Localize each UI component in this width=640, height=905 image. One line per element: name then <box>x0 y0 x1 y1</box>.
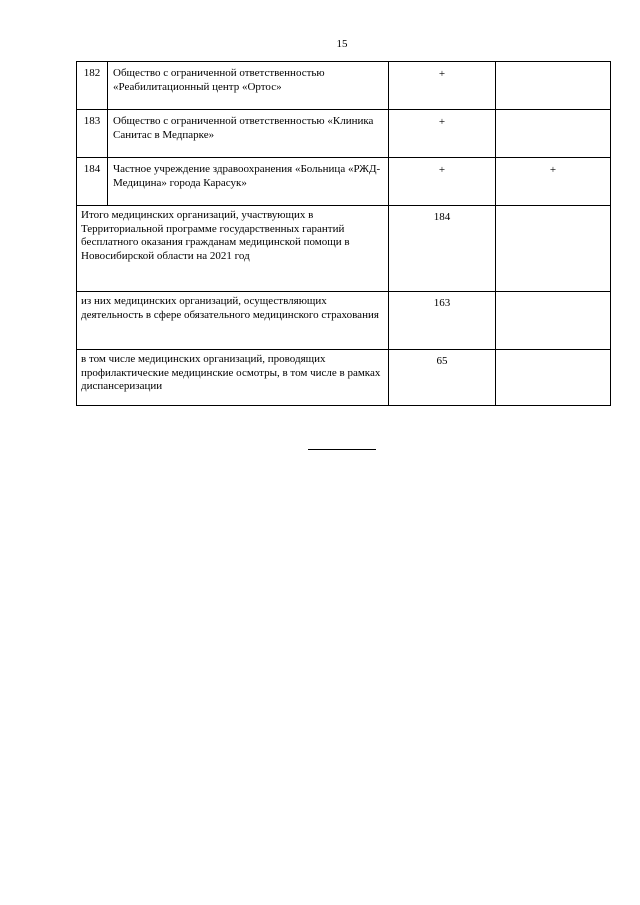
summary-label: из них медицинских организаций, осуществляющих деятельность в сфере обязательного медицинского страхования <box>77 292 389 350</box>
organization-name: Общество с ограниченной ответственностью «Клиника Санитас в Медпарке» <box>108 110 389 158</box>
summary-value: 163 <box>389 292 496 350</box>
summary-label: в том числе медицинских организаций, проводящих профилактические медицинские осмотры, в том числе в рамках диспансеризации <box>77 350 389 406</box>
organization-name: Общество с ограниченной ответственностью «Реабилитационный центр «Ортос» <box>108 62 389 110</box>
oms-mark <box>496 110 611 158</box>
summary-label: Итого медицинских организаций, участвующих в Территориальной программе государственных гарантий бесплатного оказания гражданам медицинской помощи в Новосибирской области на 2021 год <box>77 206 389 292</box>
organizations-table <box>76 61 611 406</box>
participation-mark: + <box>389 158 496 206</box>
table-row <box>77 62 611 110</box>
participation-mark: + <box>389 110 496 158</box>
table-row <box>77 158 611 206</box>
summary-extra <box>496 292 611 350</box>
row-number: 182 <box>77 62 108 110</box>
row-number: 183 <box>77 110 108 158</box>
summary-extra <box>496 350 611 406</box>
summary-value: 65 <box>389 350 496 406</box>
summary-row-oms <box>77 292 611 350</box>
summary-extra <box>496 206 611 292</box>
oms-mark: + <box>496 158 611 206</box>
table-row <box>77 110 611 158</box>
participation-mark: + <box>389 62 496 110</box>
end-of-document-rule <box>308 449 376 450</box>
summary-row-total <box>77 206 611 292</box>
page-number: 15 <box>336 38 348 50</box>
summary-row-screening <box>77 350 611 406</box>
summary-value: 184 <box>389 206 496 292</box>
organization-name: Частное учреждение здравоохранения «Больница «РЖД-Медицина» города Карасук» <box>108 158 389 206</box>
oms-mark <box>496 62 611 110</box>
row-number: 184 <box>77 158 108 206</box>
